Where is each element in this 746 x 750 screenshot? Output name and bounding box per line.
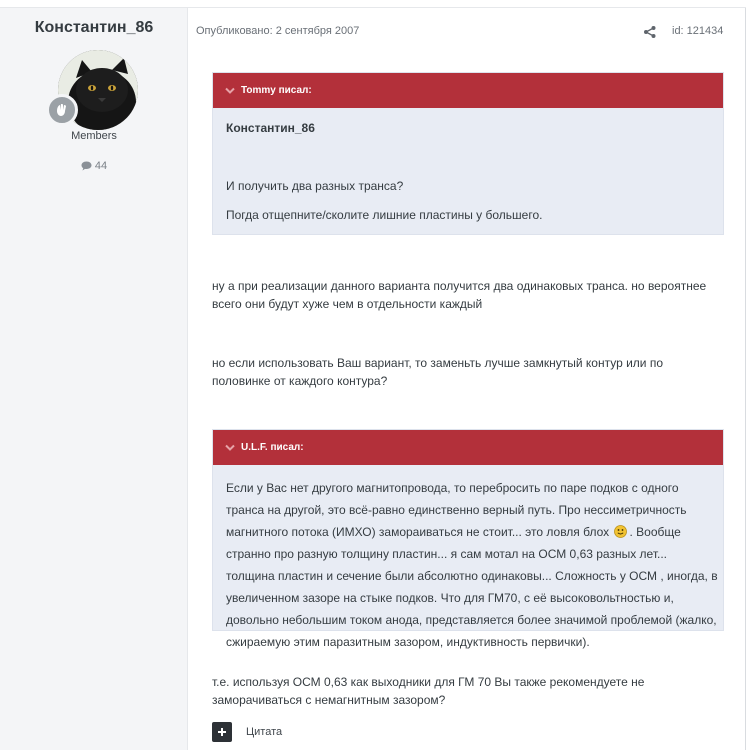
quote-text [226,477,718,653]
quote-text-part: . Вообще странно про разную толщину пластин... я сам мотал на ОСМ 0,63 разных лет... толщина пластин и сечение были абсолютно одинаковы... Сложность у ОСМ , иногда, в увеличенном зазоре на стыке подков. Что для ГМ70, с её высоковольтностью и, довольно небольшим током анода, представляется более значимой проблемой (жалко, сжираемую этим паразитным зазором, индуктивность первички). [226,525,718,649]
post-paragraph: но если использовать Ваш вариант, то заменьть лучше замкнутый контур или по половинке от каждого контура? [212,356,663,388]
post-published-date[interactable]: Опубликовано: 2 сентября 2007 [196,25,360,37]
quote-text-line: И получить два разных транса? [226,179,404,193]
quote-header[interactable] [213,73,723,108]
post-top-border [0,0,746,8]
post-count [0,160,188,172]
chevron-down-icon [225,87,235,95]
quote-button[interactable]: Цитата [246,726,283,738]
post-paragraph: ну а при реализации данного варианта получится два одинаковых транса. но вероятнее всего они будут хуже чем в отдельности каждый [212,279,707,311]
smile-emoji-icon [614,525,627,538]
post-id: id: 121434 [672,25,724,37]
chevron-down-icon [225,444,235,452]
quote-header-label: U.L.F. писал: [241,442,304,453]
nested-quote-author: Константин_86 [226,121,315,135]
post-count-value: 44 [94,160,108,172]
quote-block-ulf [212,429,724,649]
share-icon[interactable] [643,25,657,39]
author-group: Members [71,130,117,142]
quote-block-tommy [212,72,724,235]
post-paragraph: т.е. используя ОСМ 0,63 как выходники для ГМ 70 Вы также рекомендуете не заморачиваться с немагнитным зазором? [212,675,645,707]
plus-icon [217,727,227,737]
multiquote-add-button[interactable] [212,722,232,742]
rank-badge-icon [46,94,78,126]
quote-text-line: Погда отщепните/сколите лишние пластины у большего. [226,208,543,222]
comment-icon [81,161,92,171]
quote-header-label: Tommy писал: [241,85,312,96]
author-username[interactable]: Константин_86 [34,19,154,36]
quote-text-part: Если у Вас нет другого магнитопровода, то перебросить по паре подков с одного транса на другой, это всё-равно единственно верный путь. Про нессиметричность магнитного потока (ИМХО) замораиваться не стоит... это ловля блох [226,481,687,539]
quote-header[interactable] [213,430,723,465]
